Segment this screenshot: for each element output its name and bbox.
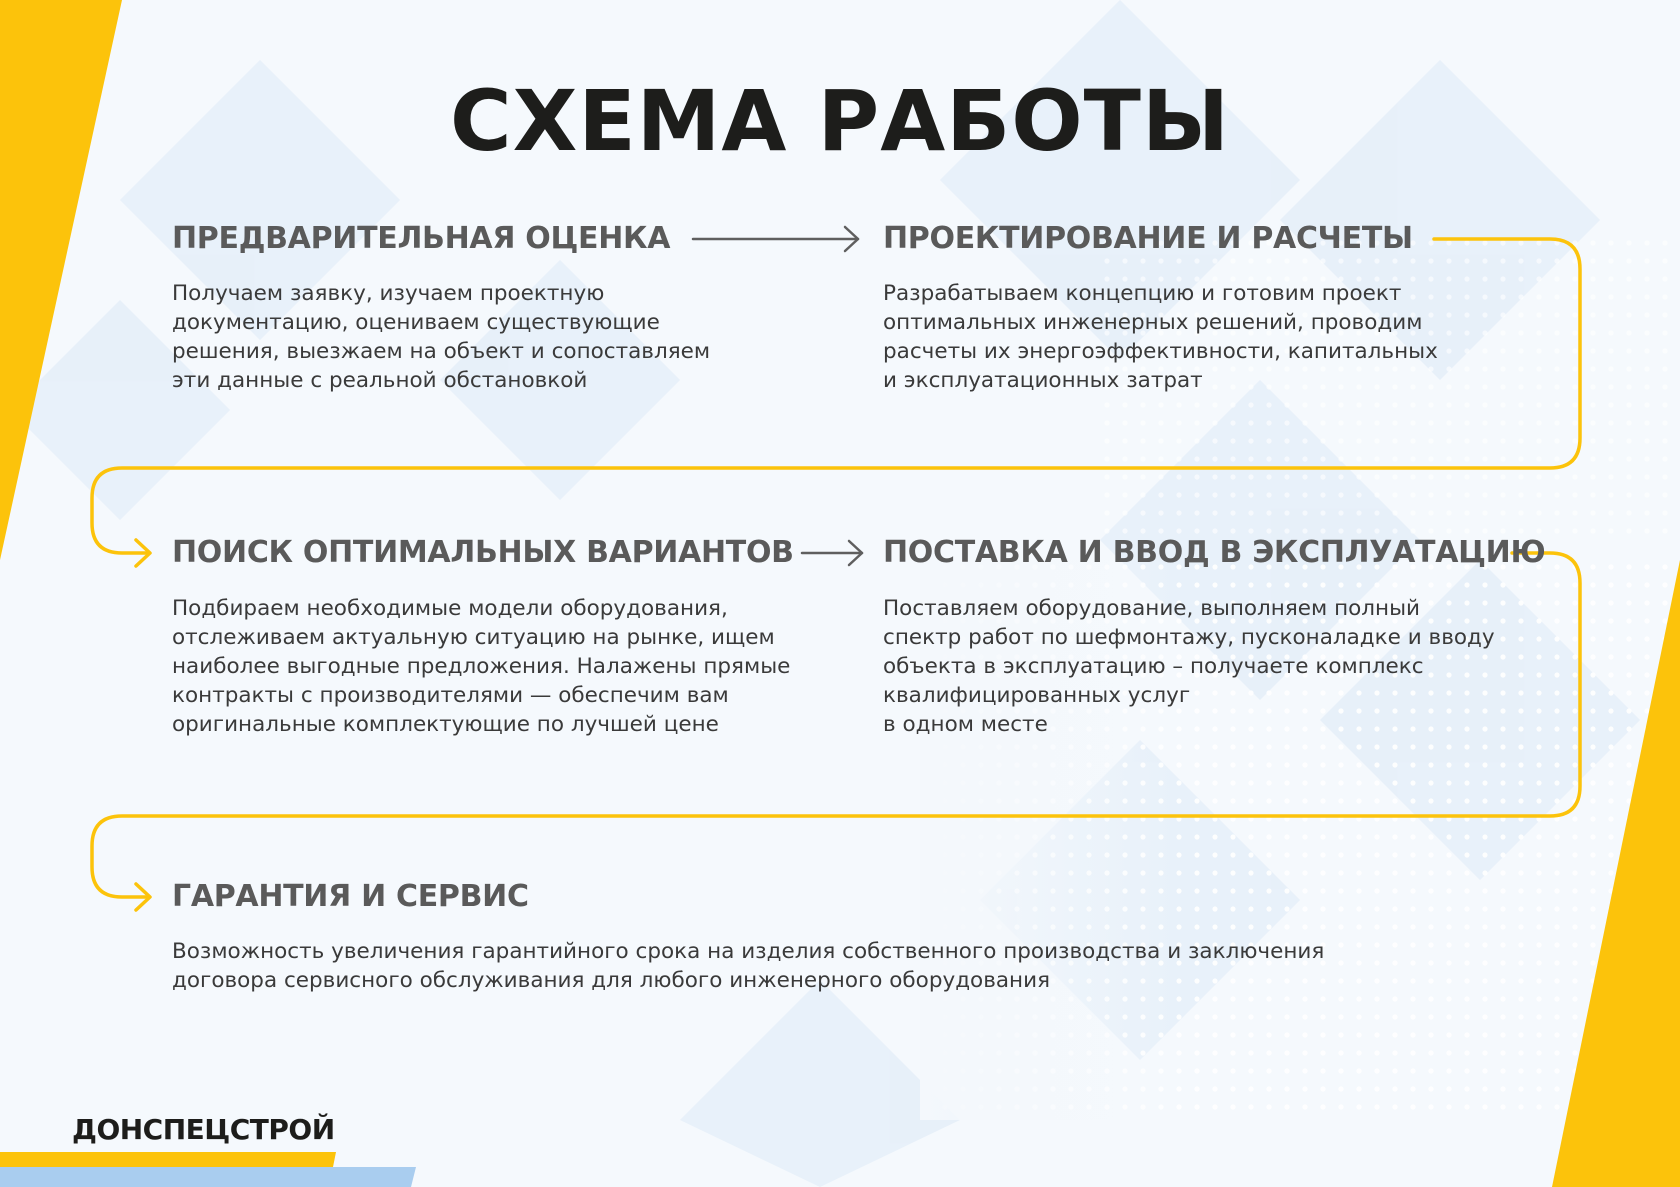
step-2-heading: ПРОЕКТИРОВАНИЕ И РАСЧЕТЫ [883,221,1413,256]
step-3-heading: ПОИСК ОПТИМАЛЬНЫХ ВАРИАНТОВ [172,535,794,570]
step-1-heading: ПРЕДВАРИТЕЛЬНАЯ ОЦЕНКА [172,221,671,256]
company-logo: ДОНСПЕЦСТРОЙ [72,1113,335,1146]
page-title: СХЕМА РАБОТЫ [450,72,1230,170]
step-4-text: Поставляем оборудование, выполняем полный спектр работ по шефмонтажу, пусконаладке и вводу объекта в эксплуатацию – получаете комплекс квалифицированных услуг в одном месте [883,596,1495,737]
step-3-text: Подбираем необходимые модели оборудования, отслеживаем актуальную ситуацию на рынке, ищем наиболее выгодные предложения. Налажены прямые контракты с производителями — обеспечим вам оригинальные комплектующие по лучшей цене [172,596,791,737]
step-2-text: Разрабатываем концепцию и готовим проект оптимальных инженерных решений, проводим расчеты их энергоэффективности, капитальных и эксплуатационных затрат [883,281,1438,393]
step-4-heading: ПОСТАВКА И ВВОД В ЭКСПЛУАТАЦИЮ [883,535,1546,570]
step-1-text: Получаем заявку, изучаем проектную документацию, оцениваем существующие решения, выезжаем на объект и сопоставляем эти данные с реальной обстановкой [172,281,711,393]
arrow-right-icon [693,227,858,251]
arrow-right-icon [802,541,862,565]
step-5-text: Возможность увеличения гарантийного срока на изделия собственного производства и заключения договора сервисного обслуживания для любого инженерного оборудования [172,939,1325,993]
step-5-heading: ГАРАНТИЯ И СЕРВИС [172,879,529,914]
